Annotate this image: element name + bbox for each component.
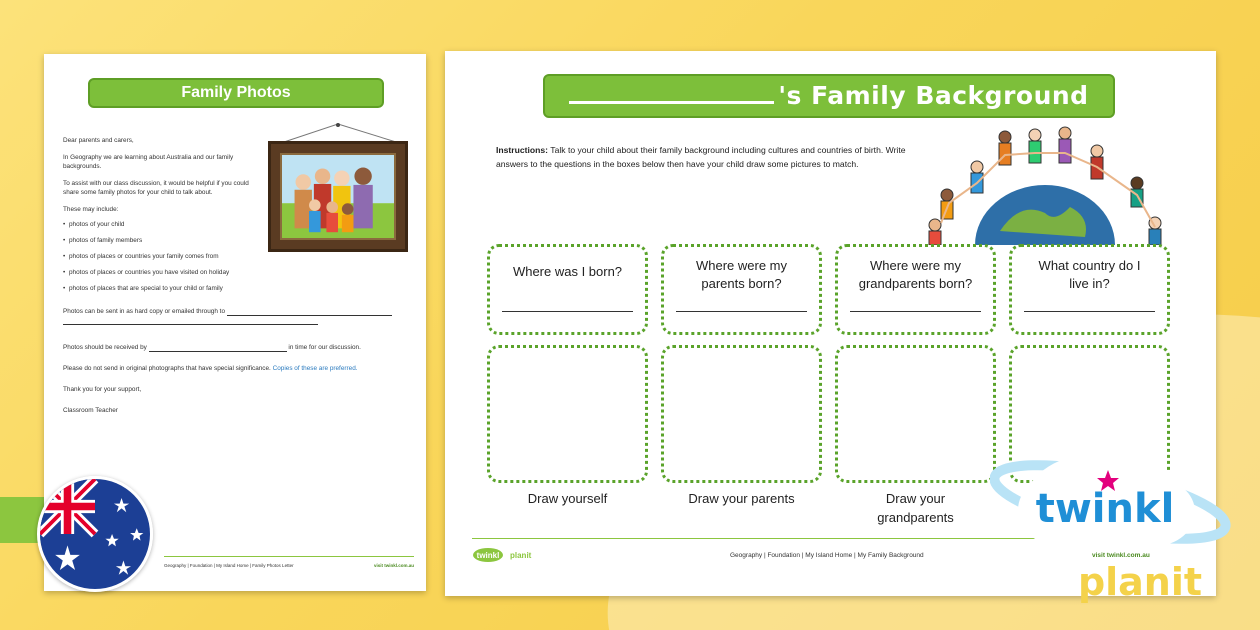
question-label: Where were my grandparents born? bbox=[858, 258, 973, 291]
received-prefix: Photos should be received by bbox=[63, 344, 147, 351]
list-item: • photos of family members bbox=[63, 236, 403, 245]
signoff-line: Classroom Teacher bbox=[63, 407, 118, 414]
list-item: • photos of places that are special to your child or family bbox=[63, 284, 403, 293]
australian-flag-icon bbox=[37, 476, 153, 592]
list-item: • photos of your child bbox=[63, 220, 403, 229]
received-suffix: in time for our discussion. bbox=[288, 344, 361, 351]
drawing-box-parents[interactable] bbox=[661, 345, 822, 483]
family-photos-title: Family Photos bbox=[88, 78, 384, 108]
drawing-box-yourself[interactable] bbox=[487, 345, 648, 483]
instructions-label: Instructions: bbox=[496, 145, 549, 155]
list-item: • photos of places or countries you have visited on holiday bbox=[63, 268, 403, 277]
letter-greeting: Dear parents and carers, bbox=[63, 137, 134, 144]
copies-text: Copies of these are preferred. bbox=[272, 365, 358, 372]
email-blank-line-2 bbox=[63, 318, 318, 325]
answer-line bbox=[1024, 311, 1155, 312]
letter-paragraph-1: In Geography we are learning about Australia and our family backgrounds. bbox=[63, 154, 234, 170]
family-background-title bbox=[543, 74, 1115, 118]
twinkl-planit-small-logo bbox=[472, 545, 544, 563]
footer-site-link[interactable]: visit twinkl.com.au bbox=[373, 563, 414, 568]
instructions bbox=[496, 143, 936, 171]
footer-breadcrumb: Geography | Foundation | My Island Home | Family Photos Letter bbox=[164, 563, 294, 568]
footer-logo-twinkl: twinkl bbox=[476, 551, 500, 560]
title-suffix: 's Family Background bbox=[778, 81, 1089, 110]
question-box-parents-born[interactable] bbox=[661, 244, 822, 335]
footer-breadcrumb: Geography | Foundation | My Island Home | My Family Background bbox=[730, 552, 924, 559]
caption-draw-grandparents: Draw your grandparents bbox=[877, 491, 954, 525]
send-instructions bbox=[63, 307, 403, 325]
question-label: Where were my parents born? bbox=[695, 258, 788, 291]
answer-line bbox=[676, 311, 807, 312]
left-page-footer bbox=[164, 556, 414, 568]
photo-types-list bbox=[63, 220, 403, 293]
list-intro: These may include: bbox=[63, 206, 119, 213]
question-box-born[interactable] bbox=[487, 244, 648, 335]
send-prefix: Photos can be sent in as hard copy or emailed through to bbox=[63, 308, 225, 315]
drawing-box-grandparents[interactable] bbox=[835, 345, 996, 483]
thanks-line: Thank you for your support, bbox=[63, 386, 142, 393]
instructions-text: Talk to your child about their family background including cultures and countries of birth. Write answers to the questions in the boxes below then have your child draw some pictures to match. bbox=[496, 145, 906, 169]
receive-instructions bbox=[63, 343, 403, 352]
footer-site-link[interactable]: visit twinkl.com.au bbox=[1092, 552, 1150, 559]
answer-line bbox=[502, 311, 633, 312]
caption-draw-parents: Draw your parents bbox=[688, 491, 795, 506]
question-label: What country do I live in? bbox=[1038, 258, 1141, 291]
originals-text: Please do not send in original photographs that have special significance. bbox=[63, 365, 271, 372]
twinkl-planit-logo bbox=[990, 440, 1260, 610]
brand-planit-text: planit bbox=[1077, 560, 1203, 604]
question-box-country[interactable] bbox=[1009, 244, 1170, 335]
name-blank bbox=[569, 82, 774, 104]
letter-body bbox=[63, 136, 403, 423]
footer-logo-planit: planit bbox=[510, 551, 532, 560]
list-item: • photos of places or countries your family comes from bbox=[63, 252, 403, 261]
question-box-grandparents-born[interactable] bbox=[835, 244, 996, 335]
email-blank bbox=[227, 309, 392, 316]
date-blank bbox=[149, 345, 287, 352]
letter-paragraph-2: To assist with our class discussion, it would be helpful if you could share some family photos for your child to talk about. bbox=[63, 180, 249, 196]
caption-draw-yourself: Draw yourself bbox=[527, 491, 608, 506]
children-around-globe-illustration bbox=[905, 123, 1175, 245]
question-label: Where was I born? bbox=[512, 264, 623, 279]
answer-line bbox=[850, 311, 981, 312]
brand-twinkl-text: twinkl bbox=[1035, 486, 1175, 532]
originals-note bbox=[63, 364, 403, 373]
